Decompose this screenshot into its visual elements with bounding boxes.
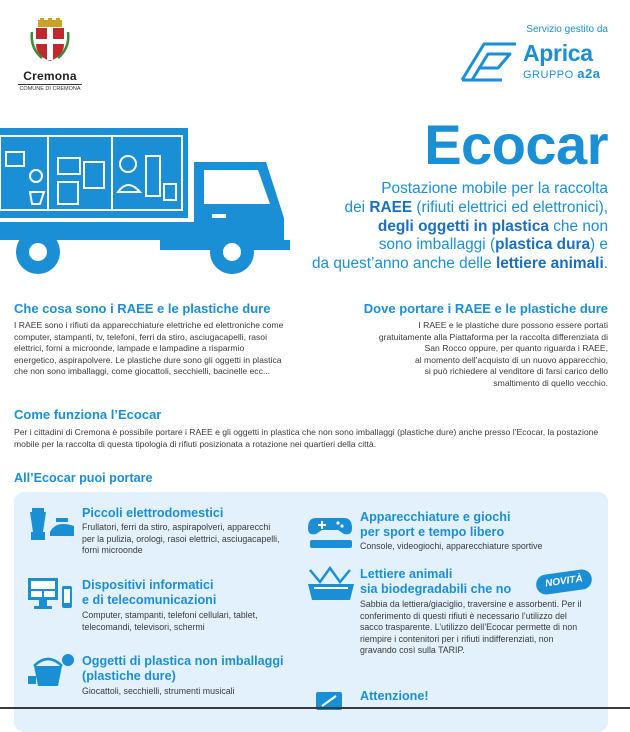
bottom-divider <box>0 707 630 709</box>
dove-line: gratuitamente alla Piattaforma per la raccolta differenziata di <box>378 331 608 342</box>
subtitle-text: sono imballaggi ( <box>378 236 496 254</box>
item-title-line: e di telecomunicazioni <box>82 593 217 607</box>
item-title-line: sia biodegradabili che no <box>360 582 512 596</box>
item-title-dispositivi <box>82 578 216 608</box>
gaming-console-icon <box>306 512 356 550</box>
service-note: Servizio gestito da <box>526 24 608 35</box>
small-appliances-icon <box>26 506 76 544</box>
subtitle-line-3 <box>208 218 608 237</box>
subtitle-text: dei <box>344 198 370 216</box>
item-title-line: Apparecchiature e giochi <box>360 510 511 524</box>
dove-line: si può richiedere al venditore di farsi carico dello <box>424 366 608 377</box>
item-title-piccoli: Piccoli elettrodomestici <box>82 506 224 520</box>
city-logo <box>18 18 82 92</box>
item-text-piccoli: Frullatori, ferri da stiro, aspirapolveri, apparecchi per la pulizia, orologi, rasoi elettrici, asciugacapelli, forni microonde <box>82 522 280 556</box>
city-name: Cremona <box>23 69 77 83</box>
it-devices-icon <box>26 576 76 612</box>
aprica-logo-icon <box>458 38 520 84</box>
dove-line: al momento dell’acquisto di un nuovo apparecchio, <box>414 354 608 365</box>
raee-heading: Che cosa sono i RAEE e le plastiche dure <box>14 301 271 316</box>
dove-line: San Rocco oppure, per quanto riguarda i RAEE, <box>424 343 608 354</box>
item-text-lettiere: Sabbia da lettiera/giaciglio, traversine e assorbenti. Per il conferimento di questi rifiuti è necessario l’utilizzo del sacco trasparente. L’utilizzo dell’Ecocar permette di non riempire i contenitori per i rifiuti indifferenziati, non gravando così sulla TARIP. <box>360 599 582 656</box>
item-text-dispositivi: Computer, stampanti, telefoni cellulari, tablet, telecomandi, televisori, schermi <box>82 610 258 632</box>
item-title-line: Lettiere animali <box>360 567 453 581</box>
dove-body <box>308 320 608 390</box>
subtitle-text: da quest’anno anche delle <box>311 255 496 273</box>
item-title-line: Dispositivi informatici <box>82 578 214 592</box>
subtitle-bold: lettiere animali <box>495 255 604 273</box>
brand-group-label: GRUPPO <box>523 69 574 81</box>
item-title-line: per sport e tempo libero <box>360 525 505 539</box>
item-text-plastica: Giocattoli, secchielli, strumenti musicali <box>82 686 235 696</box>
brand-group-code: a2a <box>577 66 601 81</box>
page-title: Ecocar <box>424 113 608 176</box>
puoi-heading: All’Ecocar puoi portare <box>14 471 153 485</box>
subtitle-line-2 <box>208 199 608 218</box>
item-title-lettiere <box>360 567 511 597</box>
subtitle-bold: degli oggetti in plastica <box>377 217 549 235</box>
subtitle-text: ) e <box>590 236 608 254</box>
subtitle-text: che non <box>548 217 608 235</box>
subtitle-line-4 <box>208 236 608 255</box>
item-title-attenzione: Attenzione! <box>360 689 429 703</box>
brand-name: Aprica <box>523 40 593 66</box>
item-title-line: Oggetti di plastica non imballaggi <box>82 654 284 668</box>
subtitle-text: (rifiuti elettrici ed elettronici), <box>412 198 608 216</box>
come-heading: Come funziona l’Ecocar <box>14 407 162 422</box>
city-subtitle: COMUNE DI CREMONA <box>19 86 81 92</box>
subtitle-bold: RAEE <box>369 198 413 216</box>
page-subtitle <box>208 180 608 274</box>
city-crest-icon <box>30 18 70 62</box>
plastic-objects-icon <box>26 650 76 688</box>
dove-line: I RAEE e le plastiche dure possono essere portati <box>418 320 608 330</box>
item-title-plastica <box>82 654 284 684</box>
raee-body: I RAEE sono i rifiuti da apparecchiature elettriche ed elettroniche come computer, stampanti, tv, telefoni, ferri da stiro, asciugacapelli, rasoi elettrici, forni a microonde, lampade e lampadine a risparmio energetico, aspirapolvere. Le plastiche dure sono gli oggetti in plastica che non sono imballaggi, come giocattoli, secchielli, bacinelle ecc... <box>14 320 284 377</box>
subtitle-line-5 <box>208 255 608 274</box>
item-text-sport: Console, videogiochi, apparecchiature sportive <box>360 541 543 551</box>
item-title-line: (plastiche dure) <box>82 669 176 683</box>
subtitle-line-1: Postazione mobile per la raccolta <box>381 180 608 197</box>
subtitle-bold: plastica dura <box>495 236 591 254</box>
subtitle-text: . <box>603 255 608 273</box>
dove-line: smaltimento di quello vecchio. <box>493 377 608 388</box>
come-body: Per i cittadini di Cremona è possibile portare i RAEE e gli oggetti in plastica che non sono imballaggi (plastiche dure) anche presso l’Ecocar, la postazione mobile per la raccolta di questa tipologia di rifiuti posizionata a rotazione nei quartieri della città. <box>14 427 599 449</box>
new-badge: NOVITÀ <box>535 568 593 596</box>
litter-box-icon <box>306 564 356 604</box>
item-title-sport <box>360 510 510 540</box>
dove-heading: Dove portare i RAEE e le plastiche dure <box>363 301 608 316</box>
brand-group <box>523 66 600 81</box>
